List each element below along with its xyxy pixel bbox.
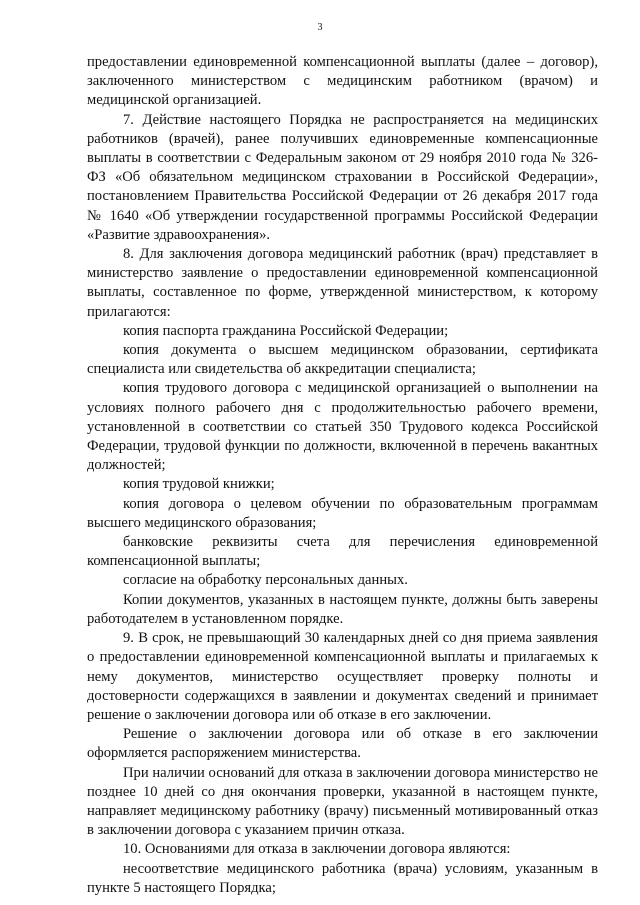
page-number: 3 [317,22,323,33]
document-body [87,53,598,898]
paragraph-item-9: 9. В срок, не превышающий 30 календарных дней со дня приема заявления о предоставлении единовременной компенсационной выплаты и прилагаемых к нему документов, министерство осуществляет проверку полноты и достоверности содержащихся в заявлении и документах сведений и принимает решение о заключении договора или об отказе в его заключении. [87,630,598,723]
paragraph-item-8: 8. Для заключения договора медицинский работник (врач) представляет в министерство заявление о предоставлении единовременной компенсационной выплаты, составленное по форме, утвержденной министерством, к которому прилагаются: [87,246,598,320]
list-item-education-document: копия документа о высшем медицинском образовании, сертификата специалиста или свидетельства об аккредитации специалиста; [87,342,598,378]
paragraph-continuation: предоставлении единовременной компенсационной выплаты (далее – договор), заключенного министерством с медицинским работником (врачом) и медицинской организацией. [87,54,598,109]
list-item-employment-contract: копия трудового договора с медицинской организацией о выполнении на условиях полного рабочего дня с продолжительностью рабочего времени, установленной в соответствии со статьей 350 Трудового кодекса Российской Федерации, трудовой функции по должности, включенной в перечень вакантных должностей; [87,380,598,474]
list-item-passport-copy: копия паспорта гражданина Российской Федерации; [123,322,449,339]
list-item-work-book: копия трудовой книжки; [123,476,275,493]
paragraph-item-7: 7. Действие настоящего Порядка не распространяется на медицинских работников (врачей), ранее получивших единовременные компенсационные выплаты в соответствии с Федеральным законом от 29 ноября 2010 года № 326-ФЗ «Об обязательном медицинском страховании в Российской Федерации», постановлением Правительства Российской Федерации от 26 декабря 2017 года № 1640 «Об утверждении государственной программы Российской Федерации «Развитие здравоохранения». [87,111,598,243]
paragraph-item-10: 10. Основаниями для отказа в заключении договора являются: [123,841,511,858]
paragraph-refusal-notice: При наличии оснований для отказа в заключении договора министерство не позднее 10 дней со дня окончания проверки, указанной в настоящем пункте, направляет медицинскому работнику (врачу) письменный мотивированный отказ в заключении договора с указанием причин отказа. [87,764,598,839]
paragraph-decision: Решение о заключении договора или об отказе в его заключении оформляется распоряжением министерства. [87,726,598,762]
list-item-bank-details: банковские реквизиты счета для перечисления единовременной компенсационной выплаты; [87,534,598,570]
list-item-personal-data-consent: согласие на обработку персональных данных. [123,572,408,589]
list-item-nonconformity: несоответствие медицинского работника (врача) условиям, указанным в пункте 5 настоящего Порядка; [87,860,598,896]
list-item-target-training-contract: копия договора о целевом обучении по образовательным программам высшего медицинского образования; [87,495,598,531]
paragraph-copies-certification: Копии документов, указанных в настоящем пункте, должны быть заверены работодателем в установленном порядке. [87,591,598,627]
